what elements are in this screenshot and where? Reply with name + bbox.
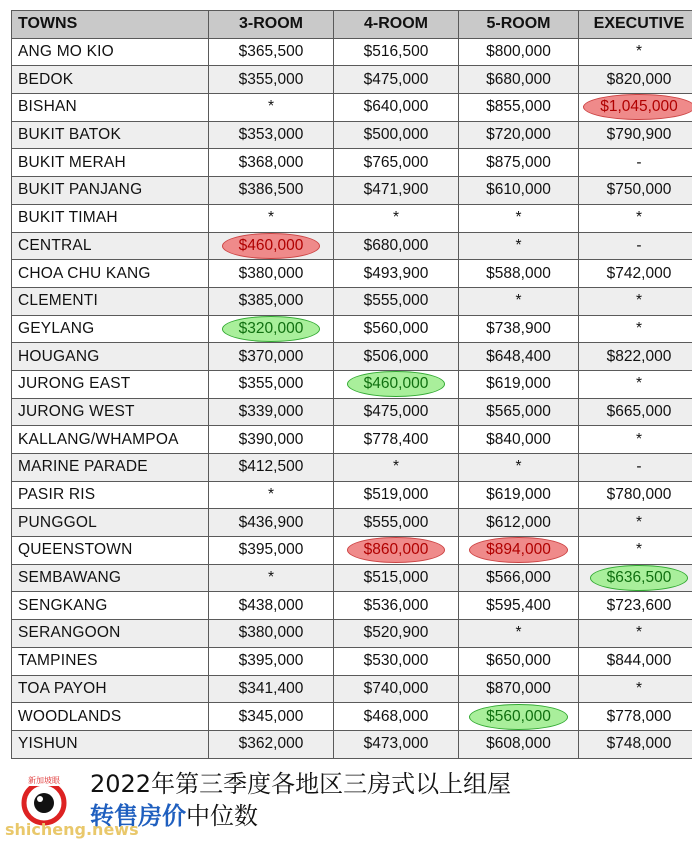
price-cell: $471,900 [334, 177, 459, 205]
price-cell: $519,000 [334, 481, 459, 509]
price-cell: * [579, 204, 692, 232]
table-row [12, 564, 692, 592]
price-cell: $650,000 [459, 647, 579, 675]
town-name-cell: CHOA CHU KANG [12, 260, 209, 288]
price-cell: $844,000 [579, 647, 692, 675]
highlight-high-price: $460,000 [222, 233, 321, 259]
price-cell: $555,000 [334, 287, 459, 315]
table-row [12, 398, 692, 426]
price-cell: $555,000 [334, 509, 459, 537]
highlight-low-price: $460,000 [347, 371, 446, 397]
logo-text: 新加坡眼 [28, 776, 60, 785]
table-row [12, 94, 692, 122]
table-row [12, 66, 692, 94]
price-cell: $395,000 [209, 537, 334, 565]
town-name-cell: PASIR RIS [12, 481, 209, 509]
price-cell: $520,900 [334, 620, 459, 648]
price-cell: $353,000 [209, 121, 334, 149]
table-header-row [12, 11, 692, 39]
town-name-cell: BUKIT PANJANG [12, 177, 209, 205]
price-cell: $748,000 [579, 730, 692, 758]
town-name-cell: BUKIT TIMAH [12, 204, 209, 232]
town-name-cell: YISHUN [12, 730, 209, 758]
price-cell: $436,900 [209, 509, 334, 537]
price-cell: * [579, 620, 692, 648]
price-cell: $438,000 [209, 592, 334, 620]
price-cell: - [579, 454, 692, 482]
price-cell: * [579, 426, 692, 454]
table-row [12, 592, 692, 620]
table-row [12, 260, 692, 288]
price-cell: * [209, 204, 334, 232]
town-name-cell: SENGKANG [12, 592, 209, 620]
price-cell: $412,500 [209, 454, 334, 482]
header-executive: EXECUTIVE [579, 11, 692, 39]
header-5-room: 5-ROOM [459, 11, 579, 39]
price-cell: $530,000 [334, 647, 459, 675]
price-cell: $612,000 [459, 509, 579, 537]
table-body [12, 38, 692, 758]
price-cell: $588,000 [459, 260, 579, 288]
price-cell: $680,000 [334, 232, 459, 260]
price-cell: $475,000 [334, 66, 459, 94]
price-cell: $506,000 [334, 343, 459, 371]
table-row [12, 730, 692, 758]
resale-price-table [11, 10, 692, 759]
price-cell: $595,400 [459, 592, 579, 620]
price-cell: * [579, 675, 692, 703]
table-row [12, 703, 692, 731]
table-row [12, 426, 692, 454]
table-row [12, 149, 692, 177]
price-cell: $822,000 [579, 343, 692, 371]
table-row [12, 509, 692, 537]
header-towns: TOWNS [12, 11, 209, 39]
price-cell: $368,000 [209, 149, 334, 177]
town-name-cell: CLEMENTI [12, 287, 209, 315]
price-cell: $640,000 [334, 94, 459, 122]
table-row [12, 287, 692, 315]
town-name-cell: BUKIT BATOK [12, 121, 209, 149]
price-cell: $500,000 [334, 121, 459, 149]
price-cell: * [579, 509, 692, 537]
price-cell: $665,000 [579, 398, 692, 426]
town-name-cell: SERANGOON [12, 620, 209, 648]
table-row [12, 177, 692, 205]
price-cell: $619,000 [459, 481, 579, 509]
town-name-cell: JURONG WEST [12, 398, 209, 426]
highlight-high-price: $1,045,000 [583, 94, 692, 120]
table-row [12, 204, 692, 232]
price-cell: * [209, 481, 334, 509]
town-name-cell: TOA PAYOH [12, 675, 209, 703]
price-cell: $608,000 [459, 730, 579, 758]
town-name-cell: BEDOK [12, 66, 209, 94]
price-cell: $515,000 [334, 564, 459, 592]
price-cell: $475,000 [334, 398, 459, 426]
price-cell: * [334, 204, 459, 232]
price-cell [209, 232, 334, 260]
price-cell: $345,000 [209, 703, 334, 731]
price-cell [459, 703, 579, 731]
table-row [12, 232, 692, 260]
town-name-cell: MARINE PARADE [12, 454, 209, 482]
table-row [12, 454, 692, 482]
highlight-low-price: $320,000 [222, 316, 321, 342]
price-cell [459, 537, 579, 565]
price-cell: $780,000 [579, 481, 692, 509]
town-name-cell: JURONG EAST [12, 370, 209, 398]
table-row [12, 38, 692, 66]
price-cell: $800,000 [459, 38, 579, 66]
price-cell: * [459, 204, 579, 232]
price-cell: $750,000 [579, 177, 692, 205]
price-cell: $566,000 [459, 564, 579, 592]
price-cell: * [579, 537, 692, 565]
price-cell: $536,000 [334, 592, 459, 620]
price-cell: $339,000 [209, 398, 334, 426]
price-cell: $855,000 [459, 94, 579, 122]
price-cell: $355,000 [209, 66, 334, 94]
price-cell: $390,000 [209, 426, 334, 454]
price-cell: $680,000 [459, 66, 579, 94]
price-cell: $516,500 [334, 38, 459, 66]
caption-line-1: 2022年第三季度各地区三房式以上组屋 [90, 770, 512, 798]
town-name-cell: KALLANG/WHAMPOA [12, 426, 209, 454]
table-row [12, 537, 692, 565]
price-cell: $565,000 [459, 398, 579, 426]
caption-line-2 [90, 800, 511, 832]
town-name-cell: PUNGGOL [12, 509, 209, 537]
price-cell: $493,900 [334, 260, 459, 288]
table-row [12, 675, 692, 703]
table-row [12, 343, 692, 371]
town-name-cell: TAMPINES [12, 647, 209, 675]
table-row [12, 121, 692, 149]
header-3-room: 3-ROOM [209, 11, 334, 39]
town-name-cell: WOODLANDS [12, 703, 209, 731]
header-4-room: 4-ROOM [334, 11, 459, 39]
highlight-low-price: $636,500 [590, 565, 689, 591]
table-row [12, 315, 692, 343]
price-cell: $370,000 [209, 343, 334, 371]
town-name-cell: GEYLANG [12, 315, 209, 343]
table-row [12, 370, 692, 398]
highlight-high-price: $894,000 [469, 537, 568, 563]
price-cell: $365,500 [209, 38, 334, 66]
table-row [12, 620, 692, 648]
price-cell: $468,000 [334, 703, 459, 731]
price-cell: * [579, 38, 692, 66]
price-cell: $648,400 [459, 343, 579, 371]
caption [90, 768, 511, 832]
price-cell: - [579, 149, 692, 177]
price-cell [334, 370, 459, 398]
price-cell: $380,000 [209, 620, 334, 648]
price-cell: $720,000 [459, 121, 579, 149]
town-name-cell: CENTRAL [12, 232, 209, 260]
price-cell: $395,000 [209, 647, 334, 675]
price-cell: * [209, 564, 334, 592]
highlight-high-price: $860,000 [347, 537, 446, 563]
highlight-low-price: $560,000 [469, 704, 568, 730]
price-cell: $790,900 [579, 121, 692, 149]
price-cell: $870,000 [459, 675, 579, 703]
town-name-cell: BUKIT MERAH [12, 149, 209, 177]
price-cell: * [459, 287, 579, 315]
watermark: shicheng.news [5, 820, 139, 839]
price-cell: $610,000 [459, 177, 579, 205]
price-cell: * [579, 287, 692, 315]
price-cell: $778,400 [334, 426, 459, 454]
price-cell: $473,000 [334, 730, 459, 758]
price-cell [579, 94, 692, 122]
price-cell [334, 537, 459, 565]
caption-rest: 中位数 [186, 802, 258, 830]
table-row [12, 647, 692, 675]
price-cell: $560,000 [334, 315, 459, 343]
price-cell: $385,000 [209, 287, 334, 315]
price-cell: $742,000 [579, 260, 692, 288]
price-cell: $738,900 [459, 315, 579, 343]
price-cell [209, 315, 334, 343]
price-cell: * [334, 454, 459, 482]
price-cell: $619,000 [459, 370, 579, 398]
table-row [12, 481, 692, 509]
caption-highlight: 转售房价 [90, 802, 186, 830]
town-name-cell: QUEENSTOWN [12, 537, 209, 565]
town-name-cell: ANG MO KIO [12, 38, 209, 66]
price-cell: $341,400 [209, 675, 334, 703]
price-cell: * [459, 620, 579, 648]
price-cell: $778,000 [579, 703, 692, 731]
price-cell: $740,000 [334, 675, 459, 703]
price-cell: $875,000 [459, 149, 579, 177]
price-cell: * [459, 454, 579, 482]
price-cell: * [209, 94, 334, 122]
town-name-cell: HOUGANG [12, 343, 209, 371]
price-cell: - [579, 232, 692, 260]
price-cell: * [459, 232, 579, 260]
price-cell: $386,500 [209, 177, 334, 205]
price-cell: * [579, 370, 692, 398]
price-cell: $380,000 [209, 260, 334, 288]
price-cell: $765,000 [334, 149, 459, 177]
price-cell: $820,000 [579, 66, 692, 94]
price-cell: $362,000 [209, 730, 334, 758]
price-cell [579, 564, 692, 592]
price-cell: $723,600 [579, 592, 692, 620]
town-name-cell: BISHAN [12, 94, 209, 122]
town-name-cell: SEMBAWANG [12, 564, 209, 592]
price-cell: * [579, 315, 692, 343]
price-cell: $840,000 [459, 426, 579, 454]
price-cell: $355,000 [209, 370, 334, 398]
